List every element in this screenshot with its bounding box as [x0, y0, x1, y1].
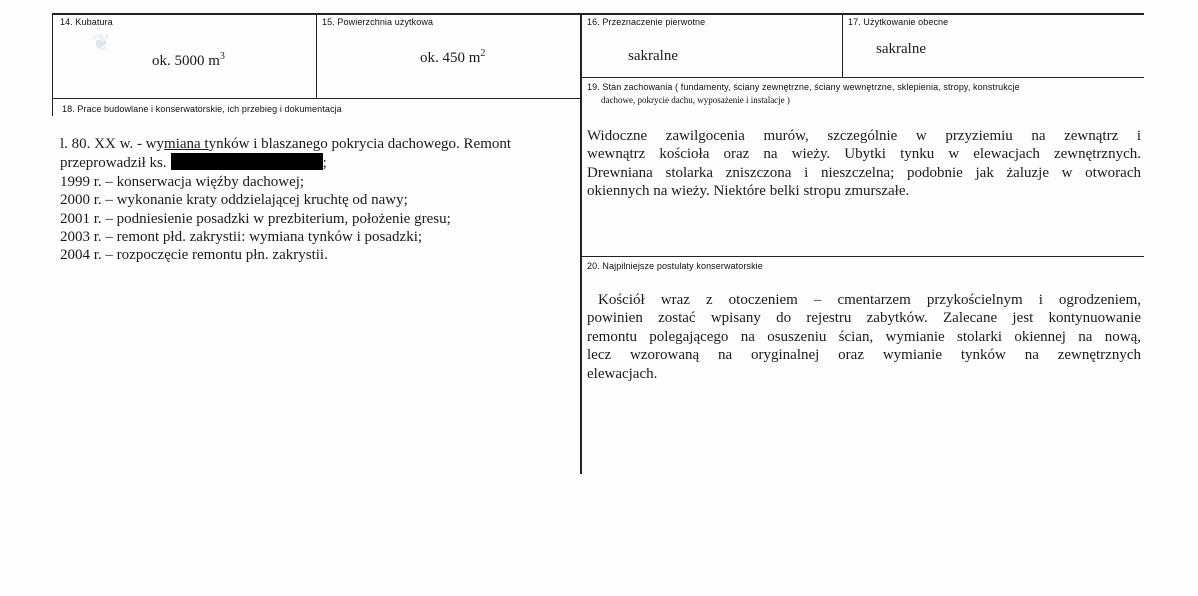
field-18-line: 2003 r. – remont płd. zakrystii: wymiana tynków i posadzki; — [60, 229, 423, 246]
top-border-line — [52, 13, 1144, 15]
field-20-label: 20. Najpilniejsze postulaty konserwatorskie — [587, 261, 763, 271]
field-18-line: 2004 r. – rozpoczęcie remontu płn. zakrystii. — [60, 247, 328, 264]
field-20-line: remontu polegającego na osuszeniu ścian, wymianie stolarki okiennej na nową, — [587, 328, 1141, 345]
field-15-value-sup: 2 — [480, 48, 486, 59]
field-14-value-sup: 3 — [219, 51, 225, 62]
field-15-label: 15. Powierzchnia użytkowa — [322, 17, 434, 27]
column-divider-line-right — [842, 13, 843, 77]
field-18-line — [60, 135, 575, 153]
field-18-content — [60, 135, 575, 265]
field-18-line: 2000 r. – wykonanie kraty oddzielającej kruchtę od nawy; — [60, 192, 408, 209]
field-14-value — [152, 51, 225, 70]
field-20-line: Kościół wraz z otoczeniem – cmentarzem przykościelnym i ogrodzeniem, — [598, 292, 1141, 308]
field-17-value: sakralne — [876, 41, 926, 57]
field-20-line: lecz wzorowaną na oryginalnej oraz wymianie tynków na zewnętrznych — [587, 347, 1141, 364]
field-19-content — [587, 127, 1141, 201]
field-14-value-text: ok. 5000 m — [152, 53, 220, 69]
field-18-line: 2001 r. – podniesienie posadzki w prezbiterium, położenie gresu; — [60, 210, 451, 227]
row-divider-line-right — [581, 77, 1144, 78]
field-18-line: 1999 r. – konserwacja więźby dachowej; — [60, 173, 305, 190]
field-18-line — [60, 153, 575, 172]
section-divider-line — [581, 256, 1144, 257]
field-16-value: sakralne — [628, 48, 678, 64]
field-18-label: 18. Prace budowlane i konserwatorskie, ich przebieg i dokumentacja — [62, 104, 342, 114]
field-15-value-text: ok. 450 m — [420, 50, 481, 66]
field-19-label-continued: dachowe, pokrycie dachu, wyposażenie i instalacje ) — [601, 95, 790, 105]
field-18-line2-after: ; — [322, 155, 327, 172]
field-18-line2-before: przeprowadził ks. — [60, 155, 167, 172]
field-18-line1-after: ynków i blaszanego pokrycia dachowego. Remont — [208, 136, 512, 152]
field-14-label: 14. Kubatura — [60, 17, 113, 27]
field-19-label: 19. Stan zachowania ( fundamenty, ściany zewnętrzne, ściany wewnętrzne, sklepienia, stropy, konstrukcje — [587, 82, 1020, 92]
center-divider-line — [580, 13, 582, 474]
field-15-value — [420, 48, 485, 67]
column-divider-line — [316, 13, 317, 99]
field-20-line: powinien zostać wpisany do rejestru zabytków. Zalecane jest kontynuowanie — [587, 310, 1141, 327]
field-16-label: 16. Przeznaczenie pierwotne — [587, 17, 706, 27]
field-19-line: Drewniana stolarka zniszczona i nieszczelna; podobnie jak żaluzje w otworach — [587, 164, 1141, 181]
field-18-line1-before: l. 80. XX w. - wy — [60, 136, 165, 152]
field-20-line: elewacjach. — [587, 365, 658, 382]
field-17-label: 17. Użytkowanie obecne — [848, 17, 949, 27]
left-border-line — [52, 13, 53, 116]
field-19-line: wewnątrz kościoła oraz na wieży. Ubytki tynku w elewacjach zewnętrznych. — [587, 146, 1141, 163]
field-19-line: Widoczne zawilgocenia murów, szczególnie w przyziemiu na zewnątrz i — [587, 128, 1141, 144]
field-19-line: okiennych na wieży. Niektóre belki stropu zmurszałe. — [587, 183, 910, 200]
redaction-bar — [171, 153, 323, 170]
field-20-content — [587, 291, 1141, 383]
field-18-line1-underlined: miana t — [164, 136, 209, 152]
bleed-through-mark: ❦ — [92, 30, 111, 55]
